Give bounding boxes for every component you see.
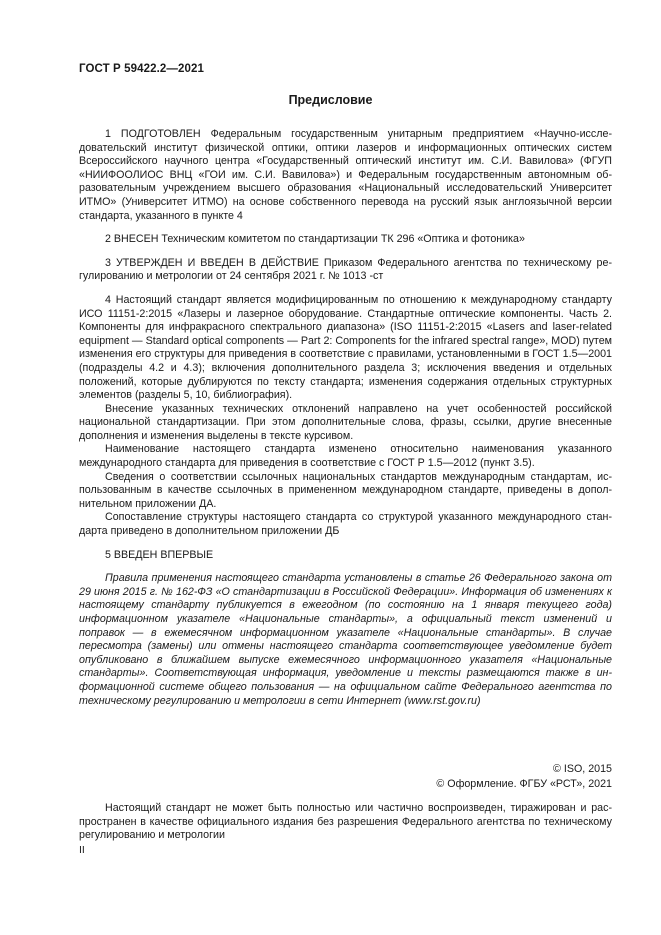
paragraph-introduced: 2 ВНЕСЕН Техническим комитетом по стандартизации ТК 296 «Оптика и фотоника» (105, 233, 525, 246)
reproduction-notice: Настоящий стандарт не может быть полностью или частично воспроизведен, тиражирован и распространен в качестве официального издания без разрешения Федерального агентства по техническому регулированию и метрологии (79, 802, 612, 842)
copyright-design: © Оформление. ФГБУ «РСТ», 2021 (436, 778, 612, 790)
copyright-iso: © ISO, 2015 (553, 763, 612, 775)
paragraph-modified: 4 Настоящий стандарт является модифицированным по отношению к международному стандарту ИСО 11151-2:2015 «Лазеры и лазерное оборудование. Стандартные оптические компоненты. Часть 2. Компоненты для инфракрасного спектрального диапазона» (ISO 11151-2:2015 «Lasers and laser-related equipment — Standard optical components — Part 2: Components for the infrared spectral range», MOD) путем изменения его структуры для приведения в соответствие с правилами, установленными в ГОСТ 1.5—2001 (подразделы 4.2 и 4.3); включения дополнительного раздела 3; исключения введения и отдельных положений, которые дублируются по тексту стандарта; изменения содержания отдельных структурных элементов (разделы 5, 10, библиография). (79, 293, 612, 402)
paragraph-structure: Сопоставление структуры настоящего стандарта со структурой указанного международного стандарта приведено в дополнительном приложении ДБ (79, 511, 612, 538)
paragraph-deviations: Внесение указанных технических отклонений направлено на учет особенностей российской национальной стандартизации. При этом дополнительные слова, фразы, ссылки, другие внесенные дополнения и изменения выделены в тексте курсивом. (79, 402, 612, 442)
paragraph-references: Сведения о соответствии ссылочных национальных стандартов международным стандартам, использованным в качестве ссылочных в примененном международном стандарте, приведены в дополнительном приложении ДА. (79, 470, 612, 510)
foreword-body (79, 128, 612, 708)
page-title: Предисловие (288, 93, 373, 107)
paragraph-first-introduced: 5 ВВЕДЕН ВПЕРВЫЕ (105, 548, 214, 561)
page-number: II (79, 844, 85, 856)
application-rules-note: Правила применения настоящего стандарта установлены в статье 26 Федерального закона от 29 июня 2015 г. № 162-ФЗ «О стандартизации в Российской Федерации». Информация об изменениях к настоящему стандарту публикуется в ежегодном (по состоянию на 1 января текущего года) информационном указателе «Национальные стандарты», а официальный текст изменений и поправок — в ежемесячном информационном указателе «Национальные стандарты». В случае пересмотра (замены) или отмены настоящего стандарта соответствующее уведомление будет опубликовано в ближайшем выпуске ежемесячного информационного указателя «Национальные стандарты». Соответствующая информация, уведомление и тексты размещаются также в информационной системе общего пользования — на официальном сайте Федерального агентства по техническому регулированию и метрологии в сети Интернет (www.rst.gov.ru) (79, 572, 612, 707)
copyright-block (312, 762, 612, 792)
paragraph-title-change: Наименование настоящего стандарта изменено относительно наименования указанного международного стандарта для приведения в соответствие с ГОСТ Р 1.5—2012 (пункт 3.5). (79, 443, 612, 470)
paragraph-approved: 3 УТВЕРЖДЕН И ВВЕДЕН В ДЕЙСТВИЕ Приказом Федерального агентства по техническому регулированию и метрологии от 24 сентября 2021 г. № 1013 -ст (79, 256, 612, 283)
standard-code: ГОСТ Р 59422.2—2021 (79, 63, 204, 75)
paragraph-prepared: 1 ПОДГОТОВЛЕН Федеральным государственным унитарным предприятием «Научно-исследовательский институт физической оптики, оптики лазеров и информационных оптических систем Всероссийского научного центра «Государственный оптический институт им. С.И. Вавилова» (ФГУП «НИИФООЛИОС ВНЦ «ГОИ им. С.И. Вавилова») и Федеральным государственным автономным образовательным учреждением высшего образования «Национальный исследовательский Университет ИТМО» (Университет ИТМО) на основе собственного перевода на русский язык англоязычной версии стандарта, указанного в пункте 4 (79, 128, 612, 222)
